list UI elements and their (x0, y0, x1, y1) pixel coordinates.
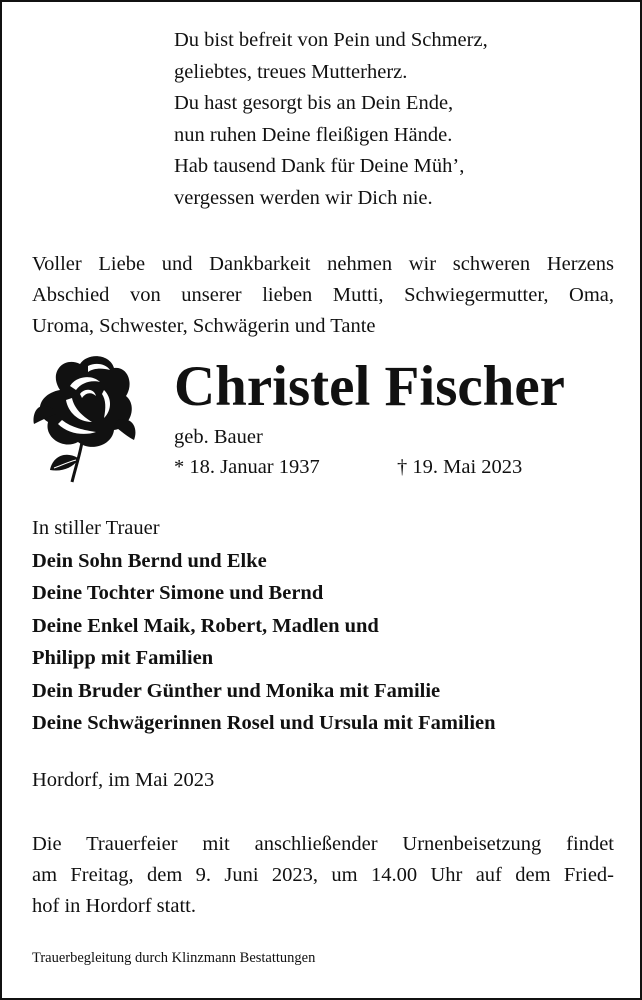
mourners-block (32, 512, 496, 740)
death-date: † 19. Mai 2023 (397, 456, 523, 478)
poem (174, 25, 488, 214)
funeral-line: am Freitag, dem 9. Juni 2023, um 14.00 Uhr auf dem Fried- (32, 864, 614, 886)
rose-icon (30, 350, 140, 485)
mourner-line: Deine Enkel Maik, Robert, Madlen und (32, 614, 379, 637)
birth-name: geb. Bauer (174, 426, 263, 448)
poem-line: Du bist befreit von Pein und Schmerz, (174, 29, 488, 51)
mourner-line: Philipp mit Familien (32, 647, 214, 669)
intro-line: Abschied von unserer lieben Mutti, Schwiegermutter, Oma, (32, 284, 614, 306)
poem-line: geliebtes, treues Mutterherz. (174, 60, 408, 83)
mourner-line: Deine Tochter Simone und Bernd (32, 582, 324, 604)
intro-line: Voller Liebe und Dankbarkeit nehmen wir schweren Herzens (32, 253, 614, 275)
intro-line: Uroma, Schwester, Schwägerin und Tante (32, 315, 376, 337)
intro-paragraph (32, 249, 614, 342)
undertaker-credit: Trauerbegleitung durch Klinzmann Bestattungen (32, 950, 316, 966)
mourner-line: Deine Schwägerinnen Rosel und Ursula mit Familien (32, 712, 496, 734)
poem-line: vergessen werden wir Dich nie. (174, 186, 433, 209)
funeral-line: Die Trauerfeier mit anschließender Urnenbeisetzung findet (32, 833, 614, 855)
place-date: Hordorf, im Mai 2023 (32, 769, 215, 791)
mourners-heading: In stiller Trauer (32, 517, 160, 539)
funeral-paragraph (32, 829, 614, 922)
mourner-line: Dein Bruder Günther und Monika mit Familie (32, 679, 441, 702)
poem-line: Du hast gesorgt bis an Dein Ende, (174, 92, 454, 114)
poem-line: nun ruhen Deine fleißigen Hände. (174, 123, 453, 146)
deceased-name: Christel Fischer (174, 355, 565, 418)
mourner-line: Dein Sohn Bernd und Elke (32, 549, 267, 572)
birth-date: * 18. Januar 1937 (174, 456, 320, 478)
poem-line: Hab tausend Dank für Deine Müh’, (174, 155, 465, 177)
funeral-line: hof in Hordorf statt. (32, 895, 196, 917)
